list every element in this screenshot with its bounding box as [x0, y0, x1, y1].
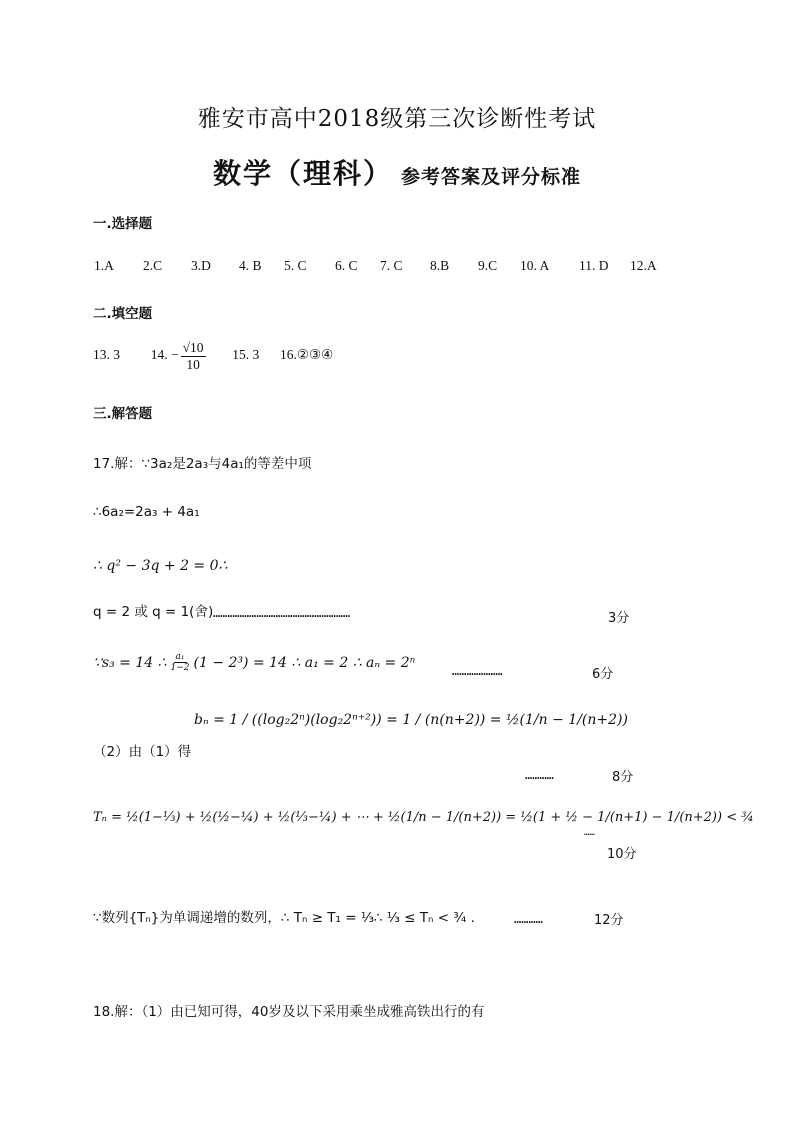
q17-line-5-numerator: a₁ [175, 652, 185, 662]
answer-6: 6. C [335, 258, 358, 273]
section-heading-solution: 三.解答题 [93, 406, 153, 422]
section-heading-choice: 一.选择题 [93, 216, 153, 232]
q17-line-1: 17.解：∵3a₂是2a₃与4a₁的等差中项 [93, 456, 312, 472]
q17-line-5-dots: ………………… [452, 664, 503, 678]
answer-3: 3.D [191, 258, 211, 273]
answer-14-denominator: 10 [186, 356, 200, 372]
q17-line-5-fraction [169, 652, 192, 674]
answer-key-subtitle: 参考答案及评分标准 [401, 166, 582, 188]
fill-answers-row [93, 340, 333, 372]
q17-score-10: 10分 [607, 847, 637, 862]
answer-14-prefix: 14. − [150, 347, 179, 363]
answer-13: 13. 3 [93, 347, 120, 363]
subject-title: 数学（理科） [212, 157, 393, 190]
q17-line-4: q = 2 或 q = 1(舍) [93, 604, 214, 620]
q17-line-7-dots: ………… [525, 768, 554, 782]
q17-line-5 [93, 652, 415, 674]
q17-line-3: ∴ q² − 3q + 2 = 0∴ [93, 558, 228, 574]
q17-line-5-denominator: 1−2 [170, 663, 190, 674]
choice-answers-row [0, 258, 794, 278]
tn-formula: Tₙ = ½(1−⅓) + ½(½−¼) + ½(⅓−¼) + ⋯ + ½(1/n − 1/(n+2)) = ½(1 + ½ − 1/(n+1) − 1/(n+2)) < ¾ [93, 810, 754, 825]
q17-score-8: 8分 [612, 770, 634, 785]
answer-8: 8.B [430, 258, 450, 273]
q17-line-5-end: (1 − 2³) = 14 ∴ a₁ = 2 ∴ aₙ = 2ⁿ [193, 654, 416, 671]
answer-16: 16.②③④ [280, 347, 334, 363]
q17-line-9: ∵数列{Tₙ}为单调递增的数列，∴ Tₙ ≥ T₁ = ⅓∴ ⅓ ≤ Tₙ < ¾ . [93, 910, 475, 926]
answer-2: 2.C [143, 258, 163, 273]
answer-7: 7. C [380, 258, 403, 273]
answer-15: 15. 3 [232, 347, 260, 363]
part-2-label: （2）由（1）得 [93, 744, 192, 760]
answer-14-numerator: √10 [182, 340, 204, 355]
section-heading-fill: 二.填空题 [93, 306, 153, 322]
document-heading [0, 152, 794, 192]
q17-score-3: 3分 [608, 611, 630, 626]
answer-11: 11. D [579, 258, 609, 273]
answer-4: 4. B [239, 258, 262, 273]
q17-score-6: 6分 [592, 667, 614, 682]
answer-1: 1.A [94, 258, 114, 273]
answer-10: 10. A [520, 258, 550, 273]
answer-5: 5. C [284, 258, 307, 273]
exam-title: 雅安市高中2018级第三次诊断性考试 [197, 106, 597, 132]
q18-line-1: 18.解：（1）由已知可得，40岁及以下采用乘坐成雅高铁出行的有 [93, 1004, 485, 1020]
answer-12: 12.A [630, 258, 657, 273]
bn-formula: bₙ = 1 / ((log₂2ⁿ)(log₂2ⁿ⁺²)) = 1 / (n(n+2)) = ½(1/n − 1/(n+2)) [194, 712, 628, 728]
q17-line-4-dots: ………………………………………………… [213, 606, 351, 620]
q17-line-9-dots: ………… [514, 912, 543, 926]
q17-line-8-dots: …… [584, 828, 595, 838]
answer-14-fraction [181, 340, 206, 372]
q17-line-5-start: ∵s₃ = 14 ∴ [93, 654, 167, 671]
q17-score-12: 12分 [594, 913, 624, 928]
q17-line-2: ∴6a₂=2a₃ + 4a₁ [93, 504, 200, 520]
answer-9: 9.C [478, 258, 498, 273]
